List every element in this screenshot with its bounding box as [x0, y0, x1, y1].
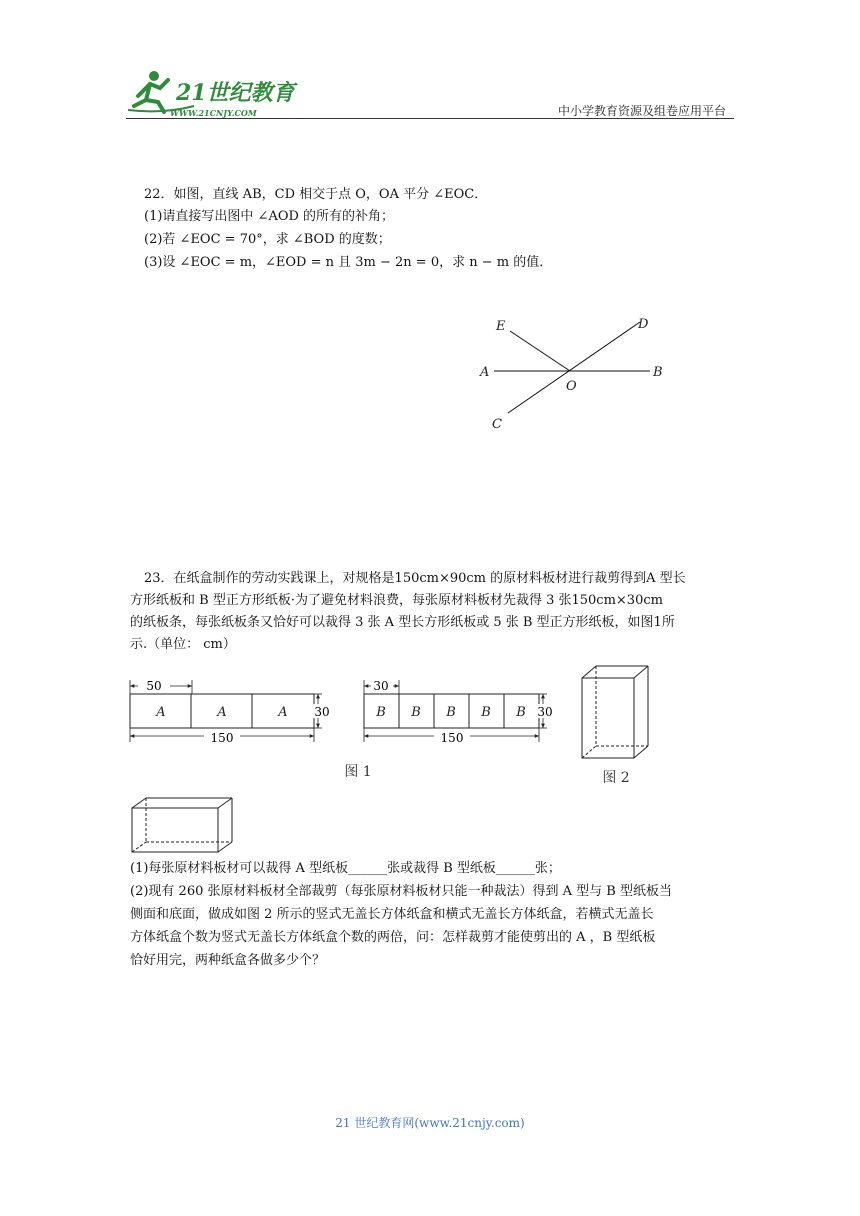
footer-link[interactable]: 21 世纪教育网(www.21cnjy.com): [335, 1116, 525, 1130]
q23-part1: (1)每张原材料板材可以裁得 A 型纸板______张或裁得 B 型纸板______张；: [130, 861, 561, 876]
ray-oe: [510, 331, 570, 371]
a-label-1: A: [156, 705, 166, 720]
a-label-3: A: [278, 705, 288, 720]
q23-figure1: [124, 672, 554, 790]
q22-angle-figure: [470, 310, 680, 440]
q23-figure2-vertical-box: [574, 660, 654, 790]
q22-part1: (1)请直接写出图中 ∠AOD 的所有的补角；: [144, 209, 395, 224]
line-cd: [508, 322, 640, 413]
q22-stem: 22．如图，直线 AB，CD 相交于点 O，OA 平分 ∠EOC．: [144, 187, 488, 202]
b-label-3: B: [446, 705, 456, 720]
label-c: C: [492, 417, 502, 432]
header-divider: [126, 118, 734, 119]
logo-text: 21世纪教育: [176, 80, 295, 106]
q23-horizontal-box: [128, 794, 238, 858]
dim-30-a: 30: [314, 705, 330, 719]
a-label-2: A: [217, 705, 227, 720]
site-logo: [124, 66, 304, 122]
dim-30-w: 30: [373, 679, 389, 693]
label-e: E: [496, 319, 506, 334]
dim-30-b: 30: [537, 705, 553, 719]
platform-title: 中小学教育资源及组卷应用平台: [557, 104, 726, 118]
dim-150-b: 150: [440, 731, 464, 745]
q23-stem-line3: 的纸板条，每张纸板条又恰好可以裁得 3 张 A 型长方形纸板或 5 张 B 型正方形纸板，如图1所: [130, 615, 675, 630]
b-label-2: B: [411, 705, 421, 720]
q23-part2-line2: 侧面和底面，做成如图 2 所示的竖式无盖长方体纸盒和横式无盖长方体纸盒，若横式无盖长: [130, 907, 654, 922]
logo-url: WWW.21CNJY.COM: [170, 108, 257, 118]
b-label-4: B: [481, 705, 491, 720]
label-d: D: [638, 317, 649, 332]
q23-stem-line4: 示.（单位： cm）: [130, 637, 236, 652]
label-o: O: [566, 379, 577, 394]
q23-part2-line3: 方体纸盒个数为竖式无盖长方体纸盒个数的两倍，问：怎样裁剪才能使剪出的 A ，B 型纸板: [130, 930, 656, 945]
q22-part3: (3)设 ∠EOC = m，∠EOD = n 且 3m − 2n = 0，求 n − m 的值．: [144, 255, 553, 270]
q23-stem-line2: 方形纸板和 B 型正方形纸板·为了避免材料浪费，每张原材料板材先裁得 3 张150cm×30cm: [130, 593, 663, 608]
figure2-caption: 图 2: [602, 770, 630, 786]
b-label-5: B: [516, 705, 526, 720]
q22-part2: (2)若 ∠EOC = 70°，求 ∠BOD 的度数；: [144, 232, 391, 247]
dim-50: 50: [146, 679, 162, 693]
q23-part2-line1: (2)现有 260 张原材料板材全部裁剪（每张原材料板材只能一种裁法）得到 A 型与 B 型纸板当: [130, 884, 672, 899]
q23-stem-line1: 23．在纸盒制作的劳动实践课上，对规格是150cm×90cm 的原材料板材进行裁剪得到A 型长: [144, 571, 686, 586]
b-type-strip: [364, 678, 554, 745]
a-type-strip: [130, 678, 332, 745]
dim-150-a: 150: [210, 731, 234, 745]
figure1-caption: 图 1: [344, 764, 372, 780]
label-b: B: [653, 365, 663, 380]
b-label-1: B: [376, 705, 386, 720]
q23-part2-line4: 恰好用完，两种纸盒各做多少个？: [130, 953, 326, 968]
label-a: A: [480, 365, 490, 380]
